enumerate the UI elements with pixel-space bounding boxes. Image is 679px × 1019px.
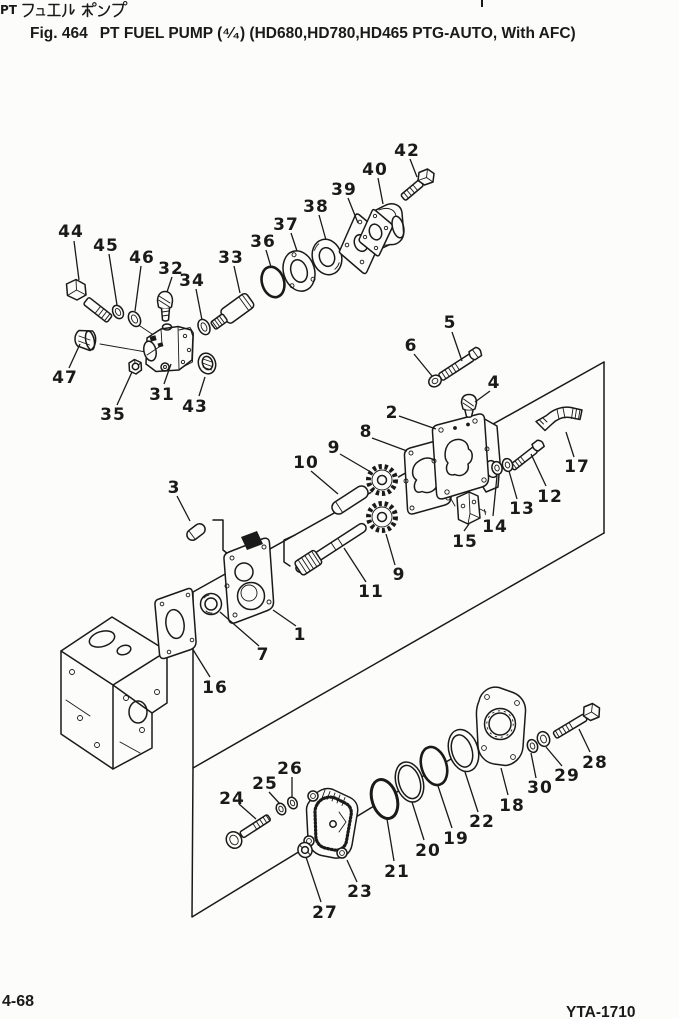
- leader-line-18: [501, 768, 508, 795]
- axis-break-left: [213, 520, 228, 554]
- leader-line-27: [306, 857, 321, 902]
- nut-35-drawing: [129, 360, 142, 375]
- leader-line-42: [410, 159, 417, 177]
- part-number-31: 31: [149, 385, 175, 405]
- japanese-subtitle-pt: PT: [0, 3, 17, 17]
- leader-line-23: [347, 860, 357, 882]
- part-number-23: 23: [347, 882, 373, 902]
- valve-33-drawing: [208, 292, 255, 333]
- part-number-44: 44: [58, 222, 84, 242]
- part-number-34: 34: [179, 271, 205, 291]
- bolt-42-drawing: [401, 169, 434, 201]
- leader-line-2: [399, 416, 436, 429]
- leader-line-19: [438, 786, 452, 828]
- part-number-37: 37: [273, 215, 299, 235]
- part-number-35: 35: [100, 405, 126, 425]
- part-number-22: 22: [469, 812, 495, 832]
- part-number-10: 10: [293, 453, 319, 473]
- leader-line-8: [372, 438, 407, 451]
- elbow-17-drawing: [536, 407, 582, 430]
- leader-line-9: [386, 534, 395, 565]
- leader-line-43: [199, 377, 205, 396]
- leader-line-12: [531, 454, 546, 486]
- page-number: 4-68: [2, 993, 35, 1010]
- axis-break-right: [284, 535, 295, 566]
- cap-32-drawing: [158, 292, 173, 322]
- drive-shaft-11-drawing: [292, 519, 369, 577]
- leader-line-6: [414, 354, 432, 376]
- leader-line-1: [273, 610, 296, 626]
- leader-line-45: [109, 254, 117, 305]
- part-number-11: 11: [358, 582, 384, 602]
- part-number-9: 9: [392, 565, 406, 585]
- part-number-5: 5: [443, 313, 457, 333]
- washer-13-drawing: [501, 457, 514, 472]
- part-number-1: 1: [293, 625, 307, 645]
- pin-3-drawing: [185, 522, 208, 543]
- gear-9-upper-drawing: [366, 464, 399, 497]
- document-code: YTA-1710: [566, 1004, 636, 1019]
- gear-9-lower-drawing: [366, 501, 399, 534]
- part-number-30: 30: [527, 778, 553, 798]
- leader-line-11: [344, 548, 366, 582]
- part-number-46: 46: [129, 248, 155, 268]
- part-number-47: 47: [52, 368, 78, 388]
- page-title: PT FUEL PUMP (⁴⁄₄) (HD680,HD780,HD465 PTG-AUTO, With AFC): [99, 25, 576, 42]
- leader-line-22: [465, 772, 478, 812]
- bolt-28-drawing: [553, 704, 600, 739]
- part-number-26: 26: [277, 759, 303, 779]
- leader-line-35: [117, 372, 132, 405]
- leader-line-37: [291, 233, 297, 251]
- plug-4-drawing: [462, 395, 477, 418]
- part-number-40: 40: [362, 160, 388, 180]
- leader-line-3: [177, 496, 190, 521]
- leader-line-17: [566, 432, 574, 457]
- part-number-32: 32: [158, 259, 184, 279]
- leader-line-28: [579, 729, 590, 752]
- part-number-21: 21: [384, 862, 410, 882]
- part-number-45: 45: [93, 236, 119, 256]
- part-number-2: 2: [385, 403, 399, 423]
- afc-housing-31-drawing: [142, 324, 193, 372]
- leader-line-44: [74, 241, 79, 280]
- part-number-42: 42: [394, 141, 420, 161]
- part-number-6: 6: [404, 336, 418, 356]
- part-number-16: 16: [202, 678, 228, 698]
- leader-line-13: [509, 471, 517, 499]
- plug-43-drawing: [196, 351, 219, 376]
- leader-line-38: [319, 215, 326, 240]
- leader-line-47: [69, 344, 80, 368]
- leader-line-32: [167, 277, 172, 292]
- bolt-24-drawing: [223, 814, 271, 851]
- oil-seal-7-drawing: [201, 594, 222, 615]
- washer-25-drawing: [274, 802, 287, 817]
- bolt-5-drawing: [437, 346, 483, 381]
- part-number-13: 13: [509, 499, 535, 519]
- part-number-38: 38: [303, 197, 329, 217]
- washer-46-drawing: [126, 309, 143, 328]
- leader-line-40: [378, 178, 383, 204]
- part-number-7: 7: [256, 645, 270, 665]
- part-number-9: 9: [327, 438, 341, 458]
- leader-line-36: [266, 250, 271, 267]
- front-cover-1-drawing: [224, 531, 274, 623]
- part-number-15: 15: [452, 532, 478, 552]
- part-number-24: 24: [219, 789, 245, 809]
- leader-line-29: [546, 747, 562, 766]
- part-number-29: 29: [554, 766, 580, 786]
- leader-line-15: [464, 524, 469, 531]
- leader-line-10: [311, 471, 338, 494]
- leader-line-46: [135, 266, 141, 311]
- leader-line-5: [452, 332, 462, 361]
- part-number-14: 14: [482, 517, 508, 537]
- leader-line-30: [531, 753, 536, 778]
- leader-line-9: [340, 454, 369, 471]
- part-number-28: 28: [582, 753, 608, 773]
- leader-line-34: [196, 289, 202, 320]
- pump-body-2-drawing: [432, 414, 500, 506]
- part-number-8: 8: [359, 422, 373, 442]
- part-number-43: 43: [182, 397, 208, 417]
- engine-block-drawing: [61, 617, 167, 769]
- part-number-12: 12: [537, 487, 563, 507]
- shaft-10-drawing: [330, 484, 371, 517]
- o-ring-34-drawing: [196, 317, 213, 336]
- bolt-44-drawing: [67, 280, 113, 323]
- part-number-4: 4: [487, 373, 501, 393]
- part-number-39: 39: [331, 180, 357, 200]
- part-number-25: 25: [252, 774, 278, 794]
- part-number-27: 27: [312, 903, 338, 923]
- part-number-20: 20: [415, 841, 441, 861]
- leader-line-21: [387, 819, 394, 861]
- part-number-18: 18: [499, 796, 525, 816]
- part-number-19: 19: [443, 829, 469, 849]
- washer-45-drawing: [110, 303, 125, 320]
- leader-line-16: [192, 648, 210, 677]
- part-number-17: 17: [564, 457, 590, 477]
- figure-number: Fig. 464: [30, 25, 88, 42]
- part-number-36: 36: [250, 232, 276, 252]
- flange-18-drawing: [476, 687, 525, 765]
- part-number-33: 33: [218, 248, 244, 268]
- leader-line-20: [412, 802, 424, 840]
- gasket-16-drawing: [155, 589, 196, 659]
- leader-line-33: [234, 266, 240, 293]
- bolt-12-drawing: [508, 439, 545, 471]
- part-number-3: 3: [167, 478, 181, 498]
